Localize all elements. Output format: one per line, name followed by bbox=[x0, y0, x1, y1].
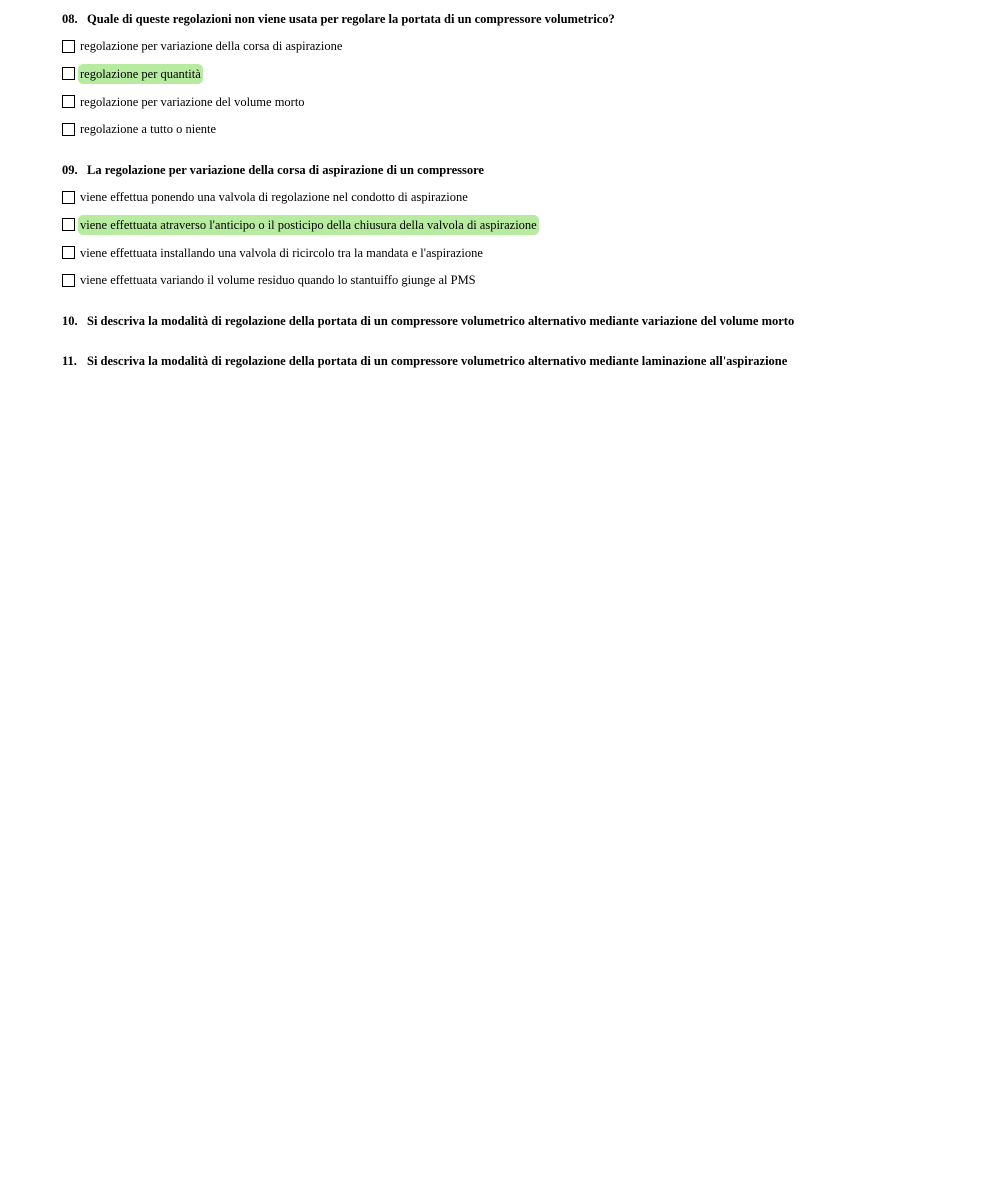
question-08 bbox=[62, 10, 615, 147]
question-text: Quale di queste regolazioni non viene usata per regolare la portata di un compressore volumetrico? bbox=[87, 12, 615, 26]
answer-option-correct[interactable] bbox=[62, 215, 539, 235]
answer-option[interactable] bbox=[62, 270, 539, 290]
answer-label: regolazione per variazione della corsa di aspirazione bbox=[80, 39, 343, 53]
answer-option[interactable] bbox=[62, 119, 615, 139]
answer-option[interactable] bbox=[62, 92, 615, 112]
question-number: 11. bbox=[62, 354, 77, 368]
answer-label-highlighted: regolazione per quantità bbox=[78, 64, 203, 84]
question-title bbox=[62, 10, 615, 28]
question-title bbox=[62, 312, 794, 330]
answer-option[interactable] bbox=[62, 243, 539, 263]
answer-label: regolazione per variazione del volume morto bbox=[80, 94, 305, 109]
answer-label: regolazione a tutto o niente bbox=[80, 122, 217, 137]
question-text: Si descriva la modalità di regolazione della portata di un compressore volumetrico alternativo mediante laminazione all'aspirazione bbox=[87, 354, 788, 368]
answer-label: viene effettua ponendo una valvola di regolazione nel condotto di aspirazione bbox=[80, 190, 468, 204]
answer-label: viene effettuata installando una valvola di ricircolo tra la mandata e l'aspirazione bbox=[80, 245, 483, 260]
checkbox[interactable] bbox=[62, 67, 75, 80]
question-text: Si descriva la modalità di regolazione della portata di un compressore volumetrico alternativo mediante variazione del volume morto bbox=[87, 314, 795, 328]
answer-option-correct[interactable] bbox=[62, 64, 615, 84]
question-text: La regolazione per variazione della corsa di aspirazione di un compressore bbox=[87, 163, 484, 177]
checkbox[interactable] bbox=[62, 274, 75, 287]
question-number: 09. bbox=[62, 163, 78, 177]
question-09 bbox=[62, 161, 539, 298]
question-11 bbox=[62, 352, 787, 370]
answer-options bbox=[62, 36, 615, 139]
answer-label: viene effettuata variando il volume residuo quando lo stantuiffo giunge al PMS bbox=[80, 273, 476, 288]
checkbox[interactable] bbox=[62, 246, 75, 259]
question-number: 10. bbox=[62, 314, 78, 328]
answer-option[interactable] bbox=[62, 187, 539, 207]
answer-option[interactable] bbox=[62, 36, 615, 56]
answer-options bbox=[62, 187, 539, 290]
checkbox[interactable] bbox=[62, 218, 75, 231]
checkbox[interactable] bbox=[62, 191, 75, 204]
checkbox[interactable] bbox=[62, 95, 75, 108]
checkbox[interactable] bbox=[62, 123, 75, 136]
answer-label-highlighted: viene effettuata atraverso l'anticipo o il posticipo della chiusura della valvola di aspirazione bbox=[78, 215, 539, 235]
question-title bbox=[62, 352, 787, 370]
question-title bbox=[62, 161, 539, 179]
question-number: 08. bbox=[62, 12, 78, 26]
checkbox[interactable] bbox=[62, 40, 75, 53]
question-10 bbox=[62, 312, 794, 330]
